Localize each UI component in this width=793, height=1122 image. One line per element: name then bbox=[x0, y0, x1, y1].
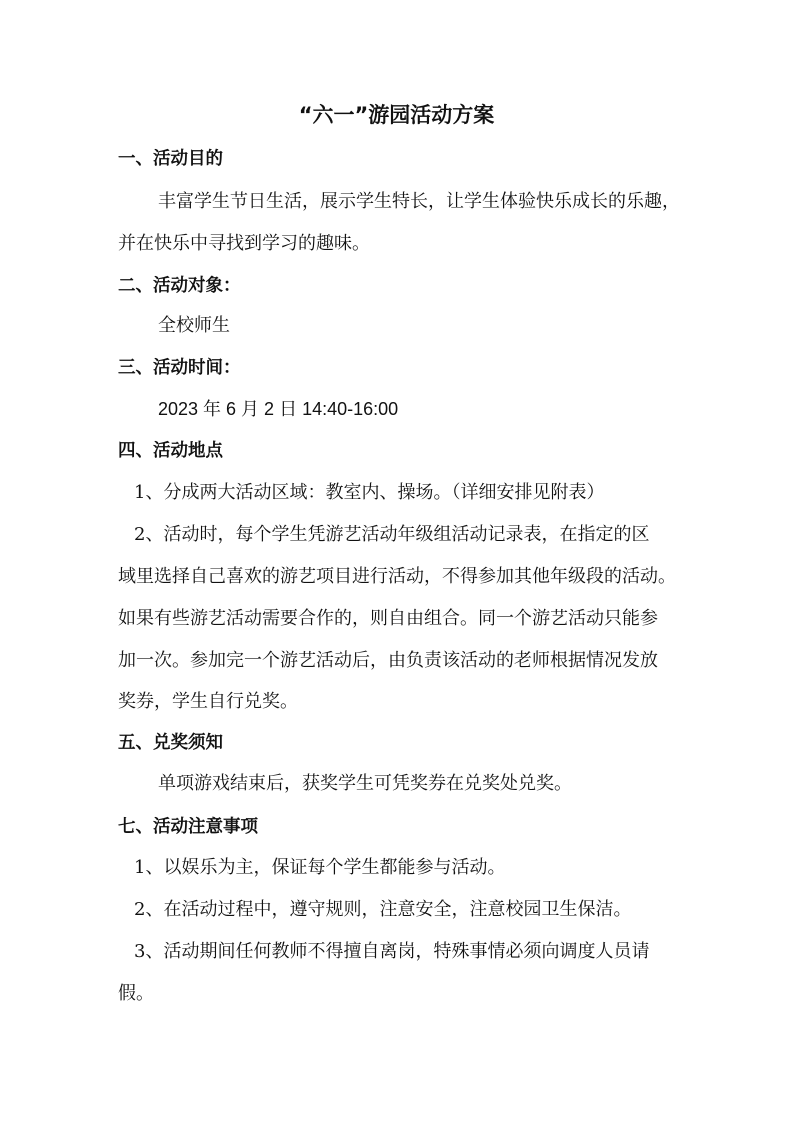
paragraph-line: 假。 bbox=[118, 983, 154, 1004]
paragraph-line: 3、活动期间任何教师不得擅自离岗，特殊事情必须向调度人员请 bbox=[134, 941, 650, 962]
paragraph-line: 奖券，学生自行兑奖。 bbox=[118, 691, 298, 712]
section-heading-time: 三、活动时间： bbox=[118, 358, 241, 378]
section-heading-participants: 二、活动对象： bbox=[118, 276, 241, 296]
paragraph-line: 全校师生 bbox=[158, 315, 230, 336]
section-heading-purpose: 一、活动目的 bbox=[118, 149, 223, 169]
paragraph-line: 单项游戏结束后，获奖学生可凭奖券在兑奖处兑奖。 bbox=[158, 773, 572, 794]
paragraph-line: 并在快乐中寻找到学习的趣味。 bbox=[118, 233, 370, 254]
paragraph-line: 2、活动时，每个学生凭游艺活动年级组活动记录表，在指定的区 bbox=[134, 524, 650, 545]
section-heading-location: 四、活动地点 bbox=[118, 441, 223, 461]
section-heading-prize-notice: 五、兑奖须知 bbox=[118, 733, 223, 753]
paragraph-line: 2、在活动过程中，遵守规则，注意安全，注意校园卫生保洁。 bbox=[134, 899, 632, 920]
section-heading-precautions: 七、活动注意事项 bbox=[118, 817, 258, 837]
paragraph-line: 1、以娱乐为主，保证每个学生都能参与活动。 bbox=[134, 857, 506, 878]
paragraph-line: 丰富学生节日生活，展示学生特长，让学生体验快乐成长的乐趣， bbox=[158, 191, 680, 212]
paragraph-line: 如果有些游艺活动需要合作的，则自由组合。同一个游艺活动只能参 bbox=[118, 608, 658, 629]
paragraph-line: 1、分成两大活动区域：教室内、操场。（详细安排见附表） bbox=[134, 482, 605, 503]
paragraph-line: 域里选择自己喜欢的游艺项目进行活动，不得参加其他年级段的活动。 bbox=[118, 566, 676, 587]
paragraph-line: 加一次。参加完一个游艺活动后，由负责该活动的老师根据情况发放 bbox=[118, 650, 658, 671]
event-time: 2023 年 6 月 2 日 14:40-16:00 bbox=[158, 399, 399, 419]
document-title: “六一”游园活动方案 bbox=[298, 103, 495, 127]
